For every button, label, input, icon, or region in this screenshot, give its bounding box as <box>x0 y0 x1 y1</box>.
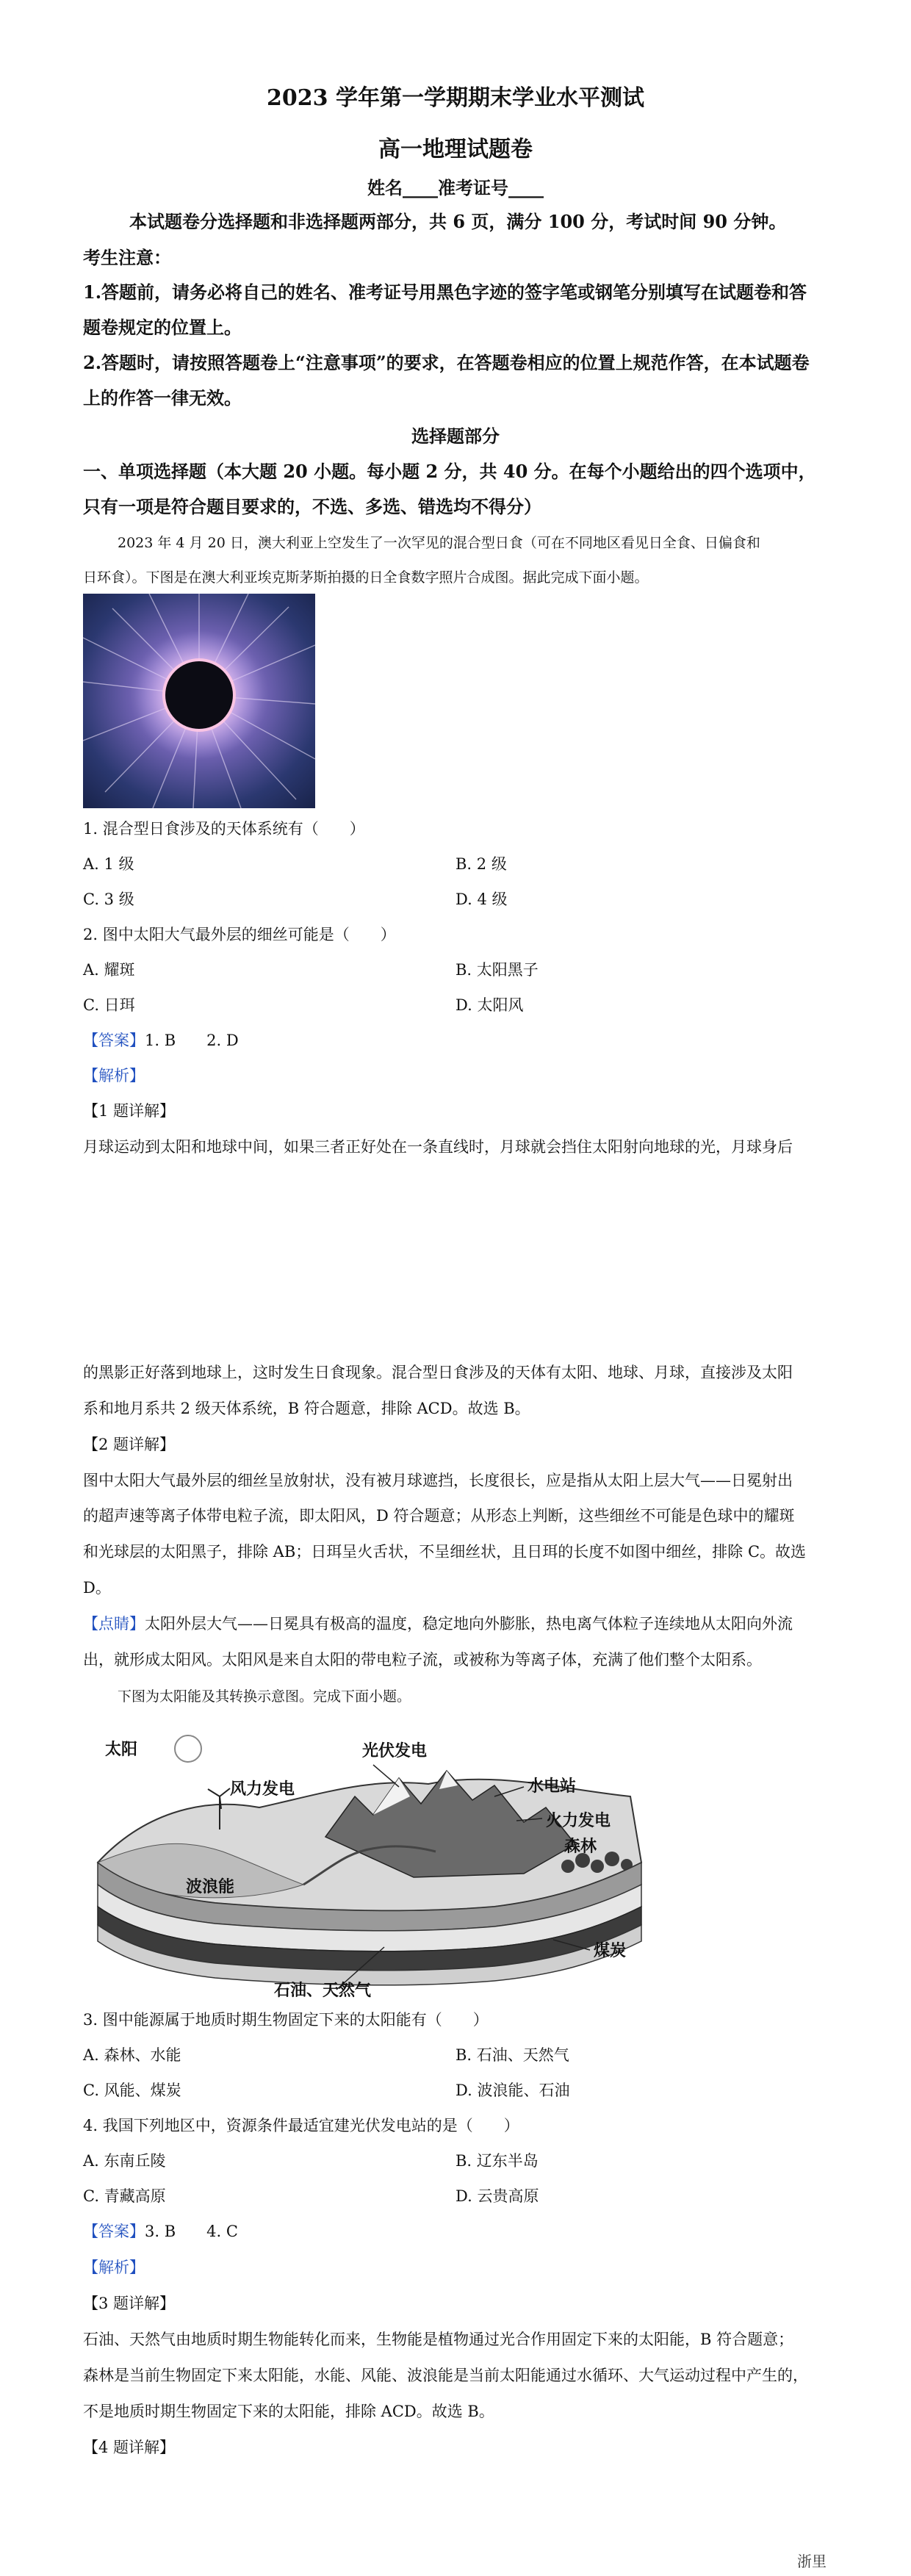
detail-2-text-4: D。 <box>83 1579 111 1597</box>
notice-item-1: 1.答题前，请务必将自己的姓名、准考证号用黑色字迹的签字笔或钢笔分别填写在试题卷和答 <box>83 281 807 303</box>
tip-tag: 【点睛】 <box>83 1615 145 1633</box>
q4-option-b: B. 辽东半岛 <box>455 2152 539 2170</box>
q1-option-d: D. 4 级 <box>455 891 508 908</box>
detail-1-text: 月球运动到太阳和地球中间，如果三者正好处在一条直线时，月球就会挡住太阳射向地球的光，月球身后 <box>83 1138 793 1156</box>
label-oil-gas: 石油、天然气 <box>274 1981 372 1999</box>
label-sun: 太阳 <box>105 1740 138 1758</box>
detail-2-text-3: 和光球层的太阳黑子，排除 AB；日珥呈火舌状，不呈细丝状，且日珥的长度不如图中细丝，排除 C。故选 <box>83 1543 807 1561</box>
q1-option-b: B. 2 级 <box>455 855 507 873</box>
analysis-tag-2: 【解析】 <box>83 2259 145 2276</box>
solar-eclipse-photo <box>83 594 315 808</box>
tip-text-cont: 出，就形成太阳风。太阳风是来自太阳的带电粒子流，或被称为等离子体，充满了他们整个太阳系。 <box>83 1651 762 1669</box>
label-thermal: 火力发电 <box>546 1811 611 1830</box>
analysis-tag: 【解析】 <box>83 1067 145 1084</box>
group1-stem-cont: 日环食）。下图是在澳大利亚埃克斯茅斯拍摄的日全食数字照片合成图。据此完成下面小题。 <box>83 569 649 586</box>
section-heading-cont: 只有一项是符合题目要求的，不选、多选、错选均不得分） <box>83 496 541 517</box>
detail-3-text-3: 不是地质时期生物固定下来的太阳能，排除 ACD。故选 B。 <box>83 2403 494 2420</box>
q2-option-a: A. 耀斑 <box>83 961 135 979</box>
answer-text-2: 3. B 4. C <box>145 2223 238 2240</box>
solar-energy-diagram <box>83 1727 652 1999</box>
section-heading: 一、单项选择题（本大题 20 小题。每小题 2 分，共 40 分。在每个小题给出的四个选项中， <box>83 461 816 482</box>
tip-text: 太阳外层大气——日冕具有极高的温度，稳定地向外膨胀，热电离气体粒子连续地从太阳向外流 <box>145 1615 793 1633</box>
sun-icon <box>175 1735 201 1762</box>
q2-option-d: D. 太阳风 <box>455 996 524 1014</box>
q2-option-b: B. 太阳黑子 <box>455 961 539 979</box>
label-forest: 森林 <box>564 1837 597 1855</box>
group2-stem: 下图为太阳能及其转换示意图。完成下面小题。 <box>118 1688 411 1705</box>
detail-1-tag: 【1 题详解】 <box>83 1102 176 1120</box>
detail-2-text: 图中太阳大气最外层的细丝呈放射状，没有被月球遮挡，长度很长，应是指从太阳上层大气——日冕射出 <box>83 1472 793 1489</box>
notice-item-1-cont: 题卷规定的位置上。 <box>83 317 242 338</box>
answer-block-2 <box>83 2220 238 2242</box>
label-hydro: 水电站 <box>527 1777 577 1795</box>
label-pv: 光伏发电 <box>362 1741 428 1760</box>
detail-1-text-cont: 的黑影正好落到地球上，这时发生日食现象。混合型日食涉及的天体有太阳、地球、月球，直接涉及太阳 <box>83 1364 793 1381</box>
tip-block <box>83 1612 793 1634</box>
detail-3-tag: 【3 题详解】 <box>83 2295 176 2312</box>
q3-option-d: D. 波浪能、石油 <box>455 2082 570 2099</box>
notice-item-2-cont: 上的作答一律无效。 <box>83 387 242 409</box>
q3-stem: 3. 图中能源属于地质时期生物固定下来的太阳能有（ ） <box>83 2011 489 2029</box>
answer-text: 1. B 2. D <box>145 1032 239 1049</box>
q4-option-a: A. 东南丘陵 <box>83 2152 166 2170</box>
corner-watermark: 浙里 <box>797 2552 827 2570</box>
label-wind: 风力发电 <box>230 1780 295 1798</box>
answer-tag-2: 【答案】 <box>83 2223 145 2240</box>
detail-2-text-2: 的超声速等离子体带电粒子流，即太阳风，D 符合题意；从形态上判断，这些细丝不可能是色球中的耀斑 <box>83 1507 795 1525</box>
q3-option-c: C. 风能、煤炭 <box>83 2082 181 2099</box>
detail-2-tag: 【2 题详解】 <box>83 1436 176 1453</box>
label-coal: 煤炭 <box>594 1941 627 1960</box>
q2-option-c: C. 日珥 <box>83 996 135 1014</box>
detail-1-text-end: 系和地月系共 2 级天体系统，B 符合题意，排除 ACD。故选 B。 <box>83 1400 530 1417</box>
detail-3-text: 石油、天然气由地质时期生物能转化而来，生物能是植物通过光合作用固定下来的太阳能，B 符合题意； <box>83 2331 794 2348</box>
label-wave: 波浪能 <box>186 1877 235 1896</box>
answer-tag: 【答案】 <box>83 1032 145 1049</box>
notice-heading: 考生注意： <box>83 247 171 268</box>
detail-3-text-2: 森林是当前生物固定下来太阳能，水能、风能、波浪能是当前太阳能通过水循环、大气运动过程中产生的， <box>83 2367 808 2384</box>
exam-intro: 本试题卷分选择题和非选择题两部分，共 6 页，满分 100 分，考试时间 90 分钟。 <box>129 211 787 232</box>
answer-block-1 <box>83 1029 239 1051</box>
q2-stem: 2. 图中太阳大气最外层的细丝可能是（ ） <box>83 926 396 943</box>
q4-option-c: C. 青藏高原 <box>83 2187 166 2205</box>
q1-option-c: C. 3 级 <box>83 891 134 908</box>
q3-option-a: A. 森林、水能 <box>83 2046 181 2064</box>
part-title: 选择题部分 <box>411 425 500 447</box>
q1-stem: 1. 混合型日食涉及的天体系统有（ ） <box>83 820 365 838</box>
group1-stem: 2023 年 4 月 20 日，澳大利亚上空发生了一次罕见的混合型日食（可在不同地区看见日全食、日偏食和 <box>118 535 760 551</box>
q1-option-a: A. 1 级 <box>83 855 134 873</box>
exam-title: 2023 学年第一学期期末学业水平测试 <box>267 85 644 111</box>
exam-subtitle: 高一地理试题卷 <box>378 137 533 162</box>
q3-option-b: B. 石油、天然气 <box>455 2046 569 2064</box>
name-line: 姓名____准考证号____ <box>367 177 544 198</box>
notice-item-2: 2.答题时，请按照答题卷上“注意事项”的要求，在答题卷相应的位置上规范作答，在本试题卷 <box>83 352 810 373</box>
q4-option-d: D. 云贵高原 <box>455 2187 539 2205</box>
q4-stem: 4. 我国下列地区中，资源条件最适宜建光伏发电站的是（ ） <box>83 2117 519 2134</box>
detail-4-tag: 【4 题详解】 <box>83 2439 176 2456</box>
